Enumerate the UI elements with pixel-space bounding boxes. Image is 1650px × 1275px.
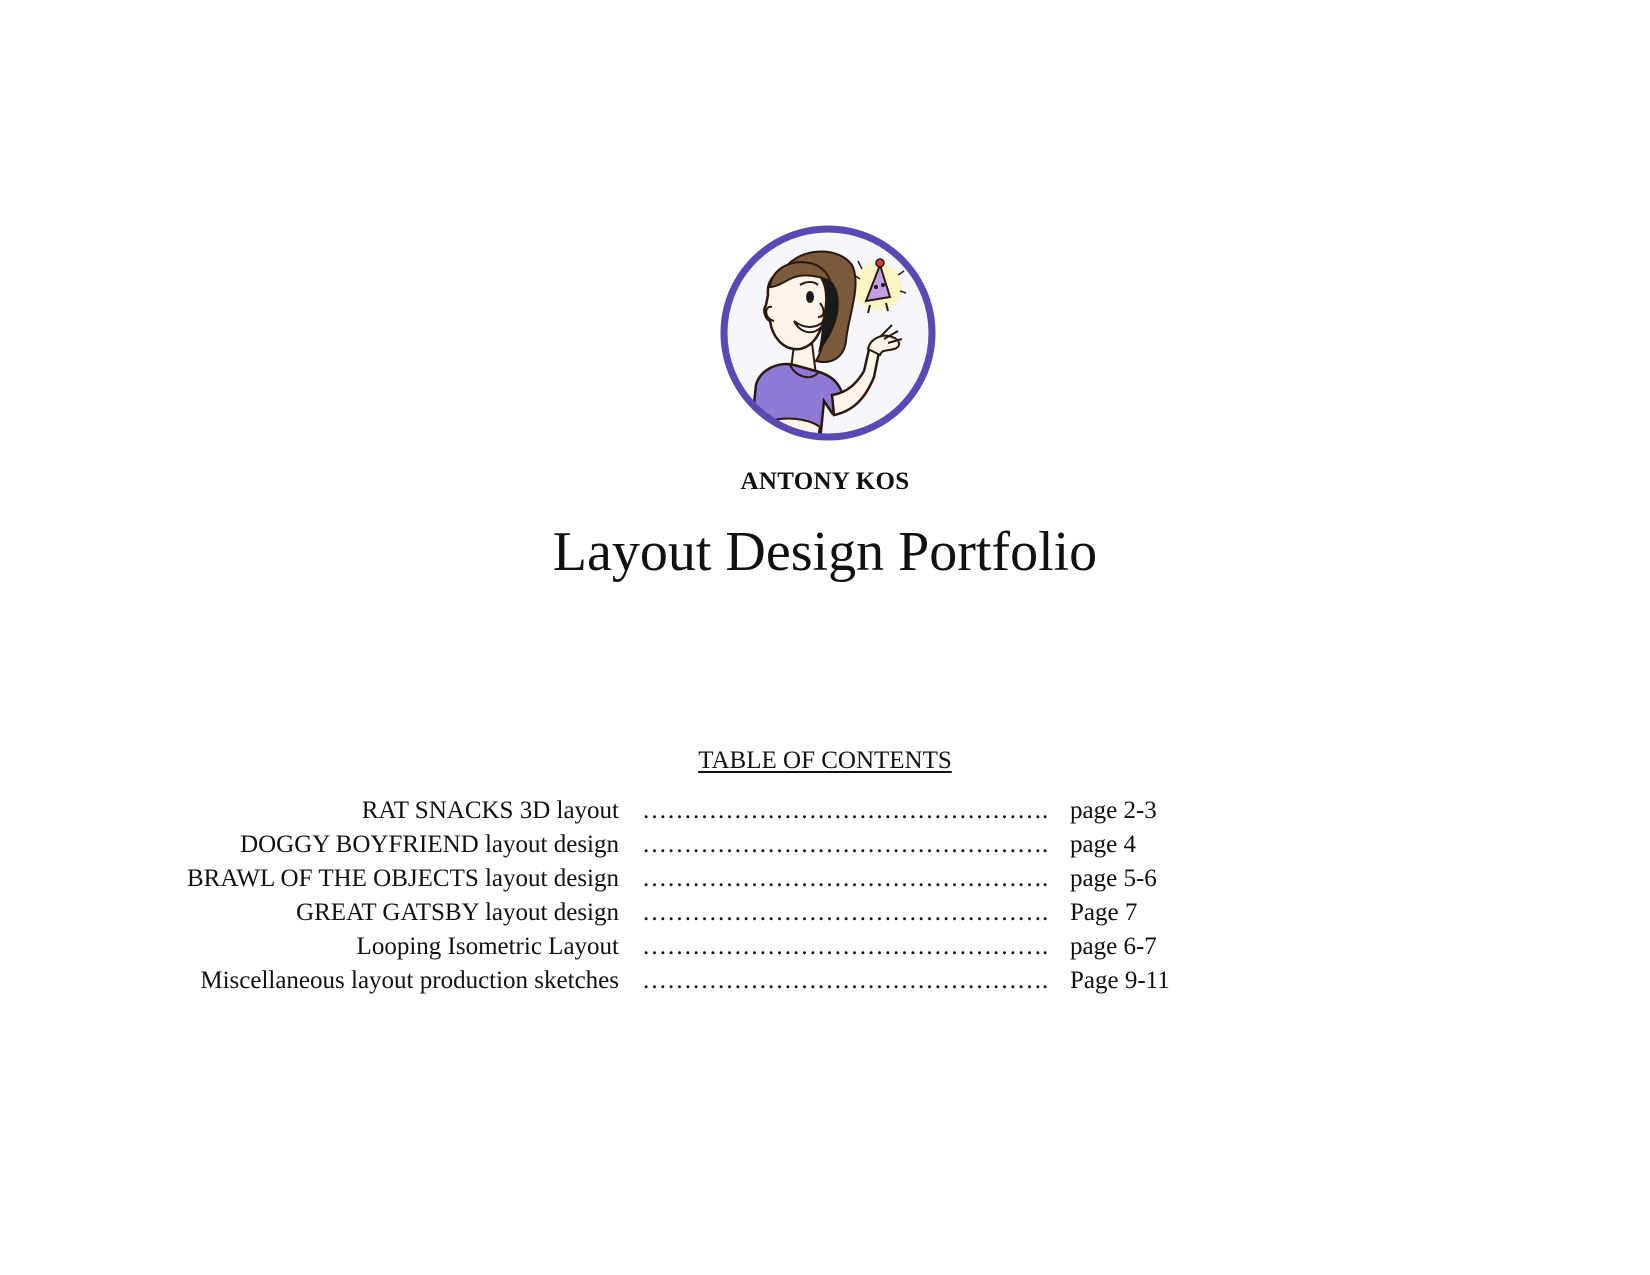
toc-leader-dots: …………………………………………. (642, 831, 1049, 858)
toc-entry[interactable] (0, 896, 1650, 930)
toc-entry[interactable] (0, 930, 1650, 964)
toc-entry-title: GREAT GATSBY layout design (296, 899, 619, 926)
toc-entry-page: Page 9-11 (1070, 967, 1170, 994)
toc-entry[interactable] (0, 828, 1650, 862)
toc-entry-title: Miscellaneous layout production sketches (200, 967, 619, 994)
toc-entry-page: page 2-3 (1070, 797, 1157, 824)
author-avatar (720, 225, 936, 441)
toc-leader-dots: …………………………………………. (642, 933, 1049, 960)
toc-leader-dots: …………………………………………. (642, 967, 1049, 994)
author-name: ANTONY KOS (740, 468, 910, 495)
toc-heading: TABLE OF CONTENTS (698, 747, 952, 774)
toc-entry-title: BRAWL OF THE OBJECTS layout design (186, 865, 619, 892)
toc-entry[interactable] (0, 794, 1650, 828)
toc-leader-dots: …………………………………………. (642, 797, 1049, 824)
toc-leader-dots: …………………………………………. (642, 899, 1049, 926)
toc-entry-page: page 5-6 (1070, 865, 1157, 892)
toc-entry-title: Looping Isometric Layout (356, 933, 619, 960)
toc-entry-page: page 4 (1070, 831, 1136, 858)
toc-entry-page: page 6-7 (1070, 933, 1157, 960)
toc-entry[interactable] (0, 964, 1650, 998)
toc-entry[interactable] (0, 862, 1650, 896)
toc-entry-title: DOGGY BOYFRIEND layout design (240, 831, 619, 858)
toc-entry-title: RAT SNACKS 3D layout (361, 797, 619, 824)
table-of-contents (0, 794, 1650, 998)
page-title: Layout Design Portfolio (552, 521, 1098, 583)
toc-leader-dots: …………………………………………. (642, 865, 1049, 892)
toc-entry-page: Page 7 (1070, 899, 1138, 926)
